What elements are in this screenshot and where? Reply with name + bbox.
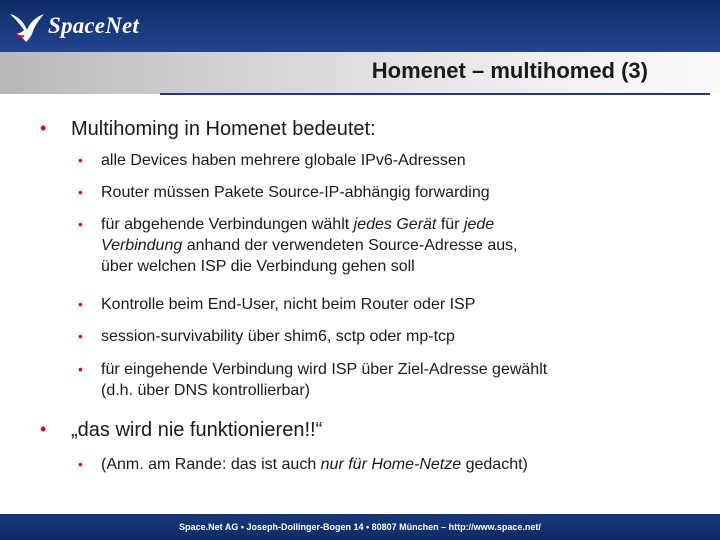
bullet-text: Multihoming in Homenet bedeutet: xyxy=(71,118,376,140)
text-run: (Anm. am Rande: das ist auch xyxy=(101,456,321,473)
bullet-dot: • xyxy=(78,184,83,200)
bullet-dot: • xyxy=(40,118,47,138)
bullet-level2 xyxy=(78,150,466,171)
bullet-level2 xyxy=(78,326,455,347)
bullet-level2 xyxy=(78,214,661,277)
bullet-level2 xyxy=(78,294,476,315)
bullet-level2 xyxy=(78,359,671,401)
bullet-dot: • xyxy=(40,419,47,439)
text-run: über welchen ISP die Verbindung gehen soll xyxy=(101,258,415,275)
emphasis-run: jedes Gerät xyxy=(353,216,437,233)
brand-name: SpaceNet xyxy=(48,13,140,38)
bullet-text: session-survivability über shim6, sctp oder mp-tcp xyxy=(101,328,455,345)
bullet-dot: • xyxy=(78,456,83,472)
bullet-line: (d.h. über DNS kontrollierbar) xyxy=(101,382,310,399)
bullet-dot: • xyxy=(78,328,83,344)
bullet-dot: • xyxy=(78,296,83,312)
text-run: für abgehende Verbindungen wählt xyxy=(101,216,354,233)
footer-text: Space.Net AG • Joseph-Dollinger-Bogen 14 • 80807 München – http://www.space.net/ xyxy=(179,522,541,532)
bullet-text: Router müssen Pakete Source-IP-abhängig forwarding xyxy=(101,184,490,201)
text-run: gedacht) xyxy=(461,456,528,473)
bullet-line: für eingehende Verbindung wird ISP über Ziel-Adresse gewählt xyxy=(101,361,548,378)
text-run: für xyxy=(436,216,464,233)
bullet-line xyxy=(101,256,661,277)
bullet-level1 xyxy=(40,419,323,442)
bullet-level2 xyxy=(78,182,490,203)
bullet-text: alle Devices haben mehrere globale IPv6-Adressen xyxy=(101,152,466,169)
bullet-dot: • xyxy=(78,361,83,377)
bullet-level1 xyxy=(40,118,376,141)
bullet-text: Kontrolle beim End-User, nicht beim Router oder ISP xyxy=(101,296,476,313)
bullet-dot: • xyxy=(78,216,83,232)
slide-title: Homenet – multihomed (3) xyxy=(371,58,648,83)
bullet-line xyxy=(101,235,661,256)
bullet-dot: • xyxy=(78,152,83,168)
emphasis-run: nur für Home-Netze xyxy=(320,456,462,473)
footer-bar xyxy=(0,514,720,540)
text-run: anhand der verwendeten Source-Adresse aus, xyxy=(182,237,518,254)
emphasis-run: jede xyxy=(463,216,495,233)
emphasis-run: Verbindung xyxy=(101,237,183,254)
bullet-text: „das wird nie funktionieren!!“ xyxy=(71,419,323,441)
bullet-level2 xyxy=(78,454,528,475)
bullet-line xyxy=(101,214,661,235)
